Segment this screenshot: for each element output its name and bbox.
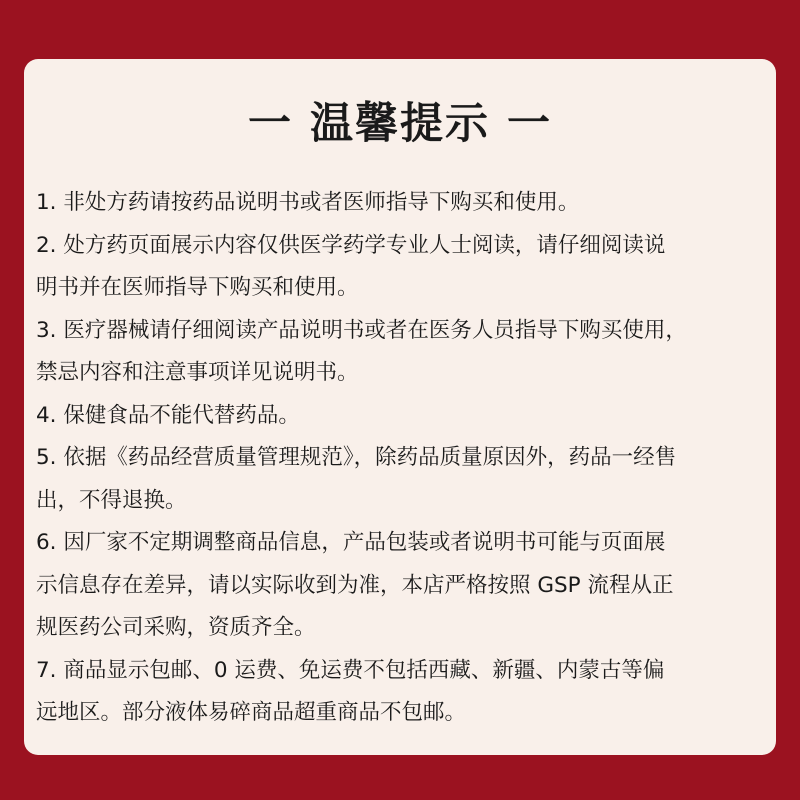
notice-line: 1. 非处方药请按药品说明书或者医师指导下购买和使用。 [36,190,580,215]
notice-line: 7. 商品显示包邮、0 运费、免运费不包括西藏、新疆、内蒙古等偏 [36,657,665,683]
notice-line: 4. 保健食品不能代替药品。 [36,402,300,428]
notice-line: 出，不得退换。 [36,487,187,513]
page-title: 一 温馨提示 一 [248,99,552,149]
notice-line: 2. 处方药页面展示内容仅供医学药学专业人士阅读，请仔细阅读说 [36,232,666,258]
notice-line: 5. 依据《药品经营质量管理规范》，除药品质量原因外，药品一经售 [36,445,677,470]
notice-item-4 [36,395,776,438]
notice-item-7 [36,650,776,735]
notice-line: 禁忌内容和注意事项详见说明书。 [36,360,359,385]
notice-item-5 [36,437,776,522]
notice-item-2 [36,225,776,310]
notice-line: 6. 因厂家不定期调整商品信息，产品包装或者说明书可能与页面展 [36,530,666,555]
notice-item-3 [36,310,776,395]
notice-line: 远地区。部分液体易碎商品超重商品不包邮。 [36,700,467,725]
notice-line: 3. 医疗器械请仔细阅读产品说明书或者在医务人员指导下购买使用， [36,317,687,343]
notice-line: 规医药公司采购，资质齐全。 [36,615,316,640]
notice-list [36,182,776,735]
notice-item-6 [36,522,776,650]
notice-item-1 [36,182,776,225]
notice-line: 明书并在医师指导下购买和使用。 [36,275,359,300]
notice-line: 示信息存在差异，请以实际收到为准，本店严格按照 GSP 流程从正 [36,572,674,598]
